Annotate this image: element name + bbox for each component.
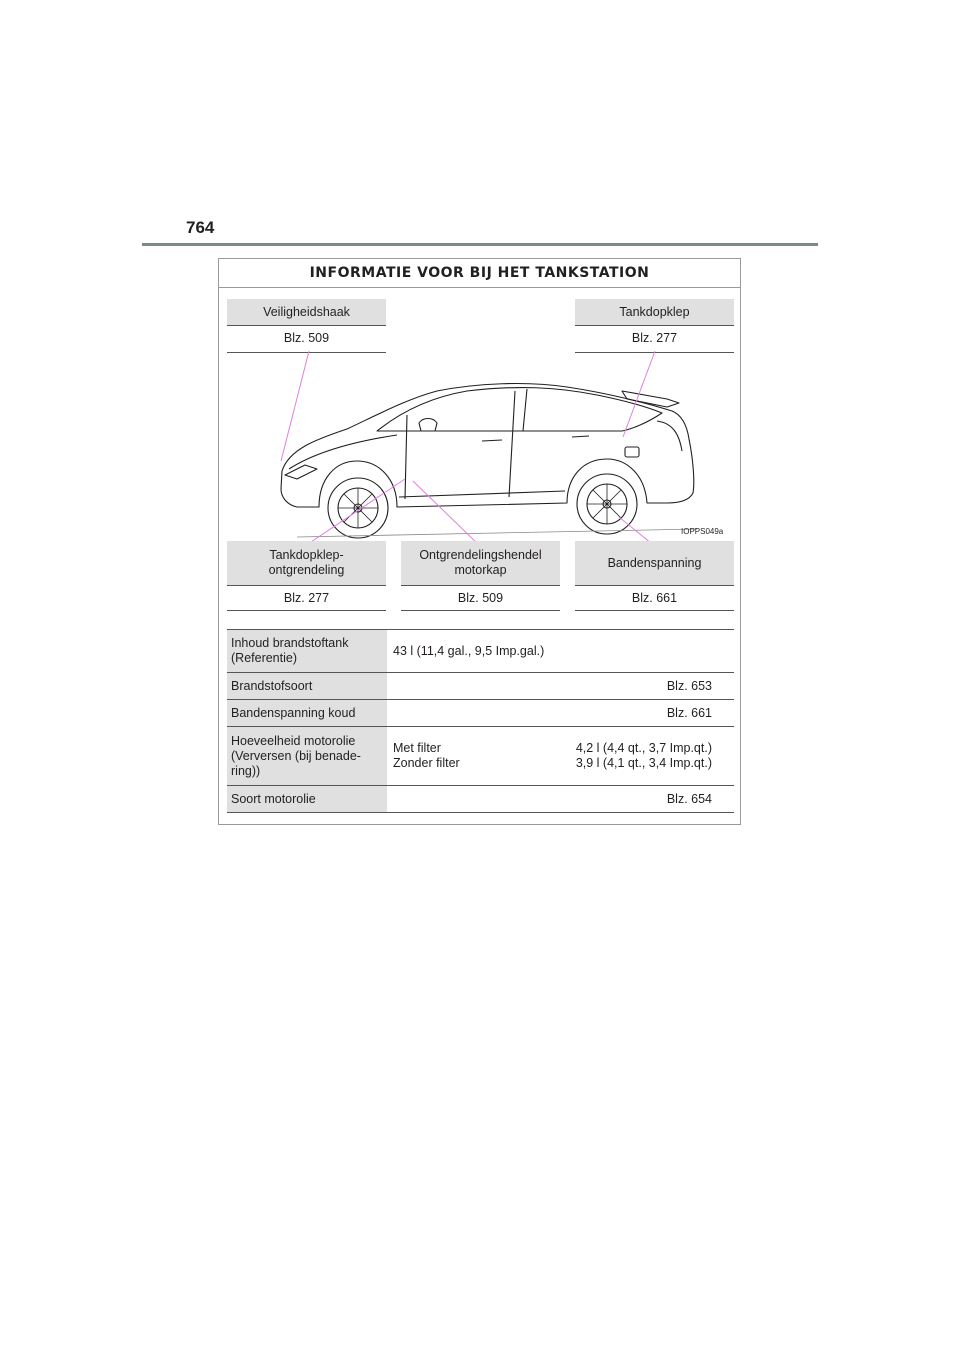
spec-key-fuel-tank-line1: Inhoud brandstoftank — [231, 636, 349, 650]
box-title: INFORMATIE VOOR BIJ HET TANKSTATION — [309, 265, 650, 281]
ref-ontgrendelingshendel: Blz. 509 — [401, 586, 560, 611]
label-tankdopklep-text: Tankdopklep — [619, 304, 690, 319]
label-ontgrendelingshendel-line2: motorkap — [454, 563, 507, 577]
oil-without-filter-value: 3,9 l (4,1 qt., 3,4 Imp.qt.) — [575, 756, 712, 770]
spec-key-fuel-tank — [227, 630, 387, 672]
car-tail — [657, 421, 682, 451]
spec-key-fuel-type: Brandstofsoort — [227, 673, 387, 699]
oil-with-filter-value: 4,2 l (4,4 qt., 3,7 Imp.qt.) — [575, 741, 712, 755]
spec-key-oil-quantity-line1: Hoeveelheid motorolie — [231, 733, 356, 748]
spec-value-fuel-type: Blz. 653 — [666, 678, 712, 693]
car-door-line-front — [405, 415, 407, 499]
spec-key-oil-quantity-line3: ring)) — [231, 763, 261, 778]
label-ontgrendelingshendel-line1: Ontgrendelingshendel — [419, 548, 542, 562]
leader-bandenspanning — [619, 517, 657, 541]
label-tankdopklep-ontgrendeling-line2: ontgrendeling — [268, 563, 345, 577]
spec-row-oil-type — [227, 786, 734, 813]
figure-caption: IOPPS049a — [681, 527, 724, 536]
oil-quantity-grid — [393, 741, 712, 771]
leader-tankdopklep — [623, 351, 655, 437]
label-tankdopklep-ontgrendeling-line1: Tankdopklep- — [269, 548, 344, 562]
spec-row-fuel-type — [227, 673, 734, 700]
car-b-pillar — [523, 389, 527, 431]
car-ground — [297, 529, 697, 537]
oil-without-filter-label: Zonder filter — [393, 756, 460, 770]
spec-key-fuel-tank-line2: (Referentie) — [231, 651, 297, 665]
header-rule — [142, 243, 818, 246]
label-veiligheidshaak-text: Veiligheidshaak — [263, 304, 350, 319]
leader-veiligheidshaak — [281, 351, 309, 461]
spec-row-oil-quantity — [227, 727, 734, 786]
spec-value-oil-type: Blz. 654 — [666, 791, 712, 806]
spec-row-fuel-tank — [227, 630, 734, 673]
label-bandenspanning-text: Bandenspanning — [607, 555, 702, 570]
label-tankdopklep — [575, 299, 734, 326]
spec-key-tire-pressure: Bandenspanning koud — [227, 700, 387, 726]
label-bandenspanning — [575, 541, 734, 586]
car-front-handle — [482, 440, 502, 441]
fuel-station-info-box — [218, 258, 741, 825]
label-tankdopklep-ontgrendeling — [227, 541, 386, 586]
fuel-door-shape — [625, 447, 639, 457]
car-mirror — [419, 419, 437, 432]
spec-key-oil-quantity-line2: (Verversen (bij benade- — [231, 748, 361, 763]
spec-key-oil-type: Soort motorolie — [227, 786, 387, 812]
ref-tankdopklep-ontgrendeling: Blz. 277 — [227, 586, 386, 611]
car-body-outline — [281, 384, 694, 507]
car-rear-handle — [572, 436, 589, 437]
spec-value-tire-pressure: Blz. 661 — [666, 705, 712, 720]
label-veiligheidshaak — [227, 299, 386, 326]
car-headlight — [285, 465, 317, 479]
leader-ontgrendelingshendel — [413, 481, 482, 541]
spec-key-oil-quantity — [227, 727, 387, 785]
car-illustration — [227, 351, 734, 541]
spec-table — [227, 629, 734, 813]
spec-value-fuel-tank: 43 l (11,4 gal., 9,5 Imp.gal.) — [393, 643, 545, 658]
ref-tankdopklep: Blz. 277 — [575, 326, 734, 353]
spec-value-oil-quantity — [387, 727, 734, 785]
page-number: 764 — [186, 218, 215, 237]
label-ontgrendelingshendel — [401, 541, 560, 586]
ref-veiligheidshaak: Blz. 509 — [227, 326, 386, 353]
car-door-line-rear — [509, 391, 515, 497]
title-divider — [219, 287, 740, 288]
oil-with-filter-label: Met filter — [393, 741, 441, 755]
spec-row-tire-pressure — [227, 700, 734, 727]
ref-bandenspanning: Blz. 661 — [575, 586, 734, 611]
